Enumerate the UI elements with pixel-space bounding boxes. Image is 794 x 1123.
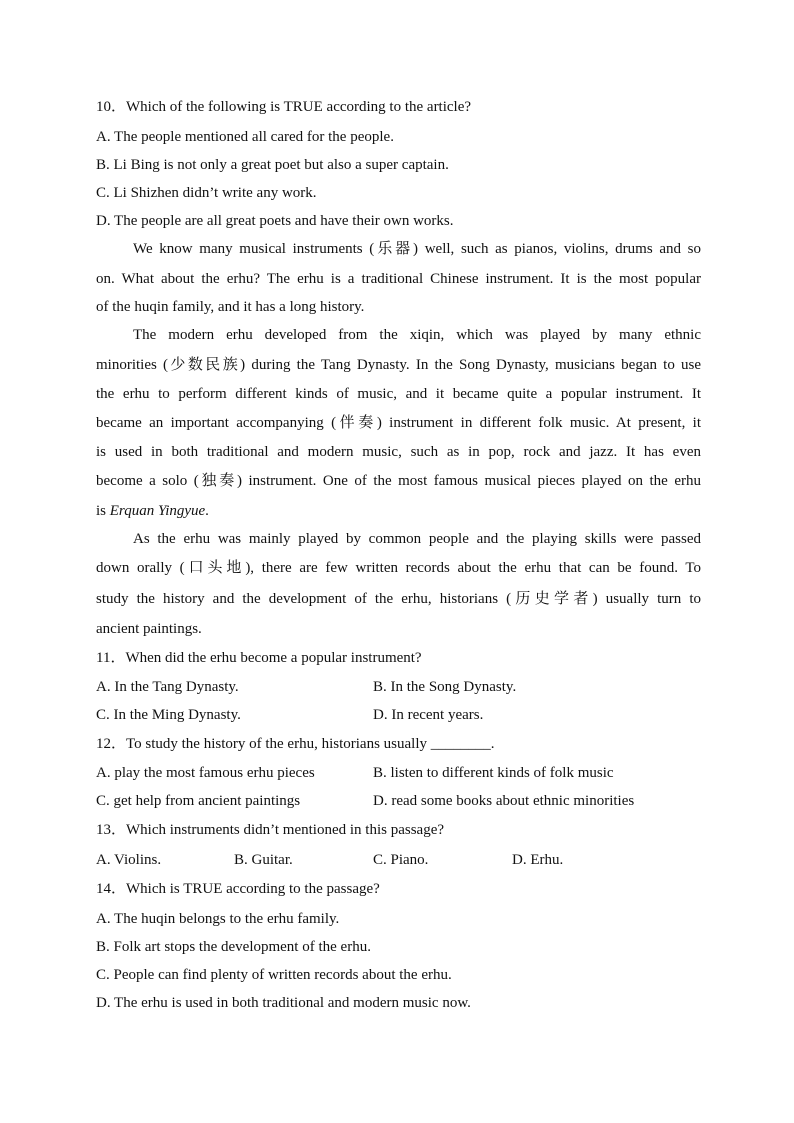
passage-p2-last-suffix: . [205,503,209,519]
passage-p2-line-3: the erhu to perform different kinds of music, and it became quite a popular instrument. It [96,386,701,402]
passage-p3-line-3: study the history and the development of the erhu, historians (历史学者) usually turn to [96,591,701,607]
passage-p2-line-4: became an important accompanying (伴奏) instrument in different folk music. At present, it [96,415,701,431]
question-12-stem: 12．To study the history of the erhu, historians usually ________. [96,736,495,752]
question-11-option-c: C. In the Ming Dynasty. [96,707,241,723]
question-12-option-c: C. get help from ancient paintings [96,793,301,809]
passage-p2-line-2: minorities (少数民族) during the Tang Dynasty. In the Song Dynasty, musicians began to use [96,357,701,373]
passage-p2-line-1: The modern erhu developed from the xiqin, which was played by many ethnic [133,327,701,343]
question-14-stem: 14．Which is TRUE according to the passage? [96,881,380,897]
question-14-option-d: D. The erhu is used in both traditional and modern music now. [96,995,471,1011]
question-14-option-a: A. The huqin belongs to the erhu family. [96,911,340,927]
passage-p1-line-1: We know many musical instruments (乐器) well, such as pianos, violins, drums and so [133,241,701,257]
question-10-option-b: B. Li Bing is not only a great poet but also a super captain. [96,157,449,173]
passage-p3-line-1: As the erhu was mainly played by common people and the playing skills were passed [133,531,701,547]
passage-p1-line-3: of the huqin family, and it has a long history. [96,299,365,315]
passage-p2-last-prefix: is [96,503,110,519]
question-13-option-a: A. Violins. [96,852,162,868]
passage-p2-line-6: become a solo (独奏) instrument. One of the most famous musical pieces played on the erhu [96,473,701,489]
question-10-option-d: D. The people are all great poets and have their own works. [96,213,454,229]
question-10-stem: 10．Which of the following is TRUE according to the article? [96,99,472,115]
question-11-option-a: A. In the Tang Dynasty. [96,679,239,695]
question-11-stem: 11．When did the erhu become a popular instrument? [96,650,422,666]
question-12-option-b: B. listen to different kinds of folk music [373,765,614,781]
question-14-option-b: B. Folk art stops the development of the erhu. [96,939,371,955]
passage-p1-line-2: on. What about the erhu? The erhu is a traditional Chinese instrument. It is the most popular [96,271,701,287]
question-10-option-a: A. The people mentioned all cared for the people. [96,129,394,145]
question-11-option-d: D. In recent years. [373,707,484,723]
piece-title: Erquan Yingyue [109,503,206,519]
passage-p2-line-5: is used in both traditional and modern music, such as in pop, rock and jazz. It has even [96,444,701,460]
question-13-stem: 13．Which instruments didn’t mentioned in this passage? [96,822,445,838]
question-13-option-b: B. Guitar. [234,852,293,868]
passage-p3-line-2: down orally (口头地), there are few written records about the erhu that can be found. To [96,560,701,576]
passage-p2-line-7 [96,501,209,521]
question-11-option-b: B. In the Song Dynasty. [373,679,517,695]
question-13-option-c: C. Piano. [373,852,429,868]
question-13-option-d: D. Erhu. [512,852,564,868]
question-14-option-c: C. People can find plenty of written records about the erhu. [96,967,452,983]
passage-p3-line-4: ancient paintings. [96,621,202,637]
question-12-option-d: D. read some books about ethnic minorities [373,793,635,809]
question-10-option-c: C. Li Shizhen didn’t write any work. [96,185,317,201]
question-12-option-a: A. play the most famous erhu pieces [96,765,315,781]
